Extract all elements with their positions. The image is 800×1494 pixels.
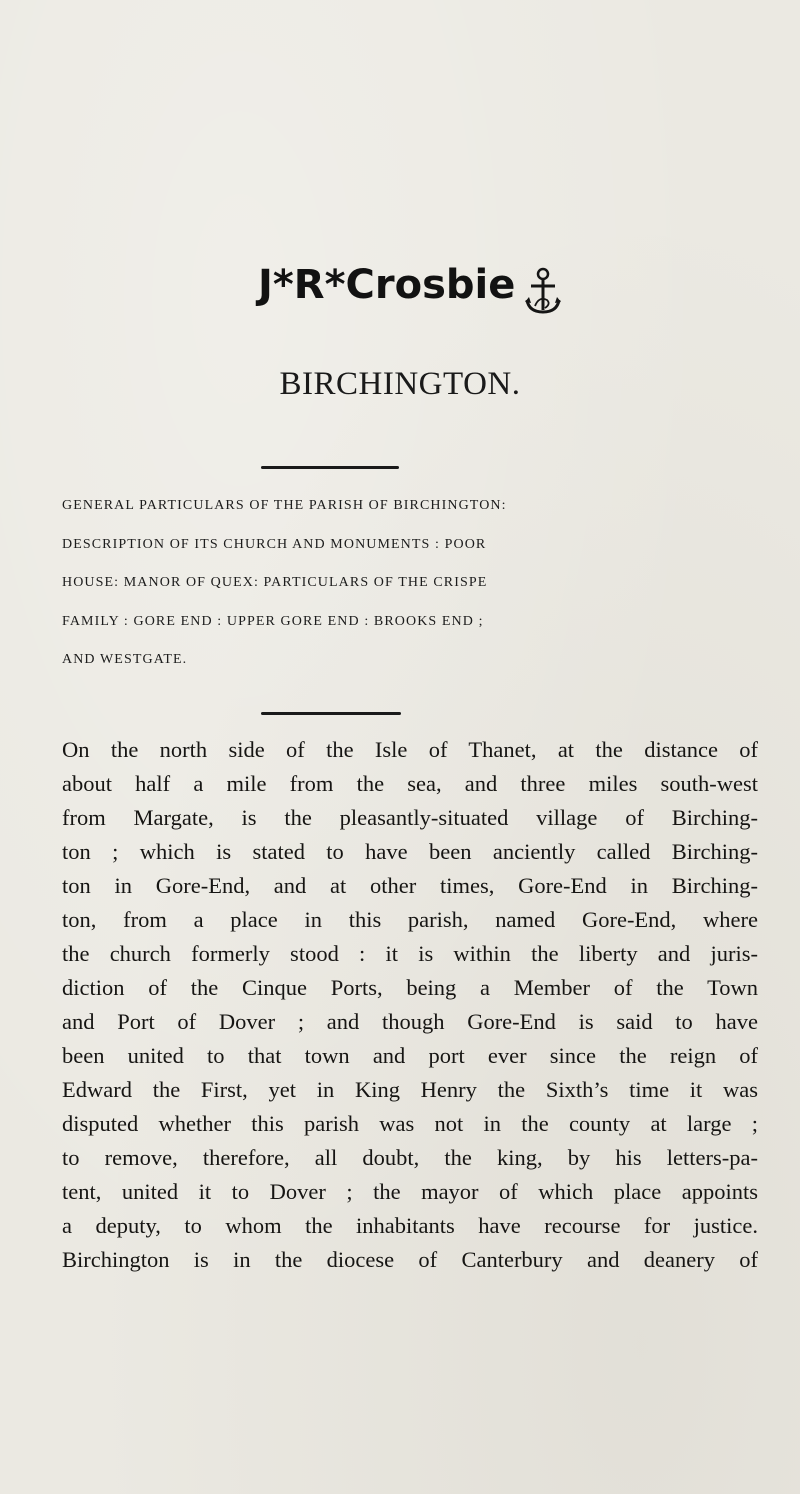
owner-name: J*R*Crosbie: [258, 262, 516, 308]
summary-line: DESCRIPTION OF ITS CHURCH AND MONUMENTS : POOR: [62, 536, 487, 552]
chapter-summary: [62, 487, 762, 680]
body-line: and Port of Dover ; and though Gore-End is said to have: [62, 1009, 758, 1034]
summary-divider: [261, 712, 401, 715]
body-line: from Margate, is the pleasantly-situated village of Birching-: [62, 805, 758, 830]
body-line: a deputy, to whom the inhabitants have recourse for justice.: [62, 1213, 758, 1238]
body-line: ton, from a place in this parish, named Gore-End, where: [62, 907, 758, 932]
body-line: the church formerly stood : it is within the liberty and juris-: [62, 941, 758, 966]
body-line: ton in Gore-End, and at other times, Gore-End in Birching-: [62, 873, 758, 898]
body-line: disputed whether this parish was not in the county at large ;: [62, 1111, 758, 1136]
ownership-stamp: [258, 250, 561, 320]
body-line: diction of the Cinque Ports, being a Member of the Town: [62, 975, 758, 1000]
body-line: On the north side of the Isle of Thanet, at the distance of: [62, 737, 758, 762]
body-line: Birchington is in the diocese of Canterbury and deanery of: [62, 1247, 758, 1272]
body-line: ton ; which is stated to have been anciently called Birching-: [62, 839, 758, 864]
summary-line: GENERAL PARTICULARS OF THE PARISH OF BIRCHINGTON:: [62, 498, 507, 513]
page-title: BIRCHINGTON.: [279, 366, 521, 402]
title-divider: [261, 466, 399, 469]
anchor-monogram-icon: [521, 266, 561, 318]
body-line: about half a mile from the sea, and three miles south-west: [62, 771, 758, 796]
summary-line: AND WESTGATE.: [62, 652, 188, 667]
body-line: Edward the First, yet in King Henry the Sixth’s time it was: [62, 1077, 758, 1102]
body-line: tent, united it to Dover ; the mayor of which place appoints: [62, 1179, 758, 1204]
summary-line: FAMILY : GORE END : UPPER GORE END : BROOKS END ;: [62, 613, 484, 629]
body-line: been united to that town and port ever since the reign of: [62, 1043, 758, 1068]
body-line: to remove, therefore, all doubt, the king, by his letters-pa-: [62, 1145, 758, 1170]
body-paragraph: [62, 733, 758, 1277]
summary-line: HOUSE: MANOR OF QUEX: PARTICULARS OF THE CRISPE: [62, 575, 488, 590]
